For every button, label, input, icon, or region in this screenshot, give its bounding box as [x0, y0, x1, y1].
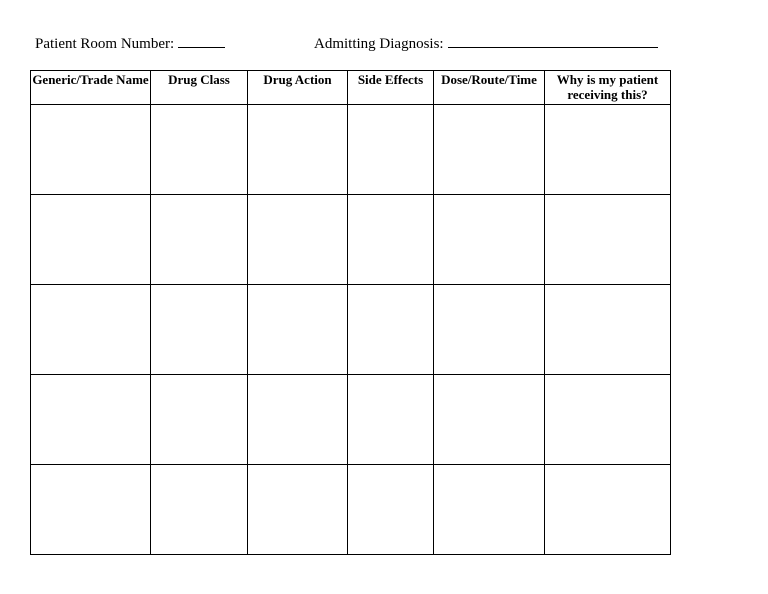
table-cell[interactable] — [151, 375, 248, 465]
table-cell[interactable] — [248, 195, 348, 285]
admitting-diagnosis-label: Admitting Diagnosis: — [314, 36, 444, 52]
table-cell[interactable] — [31, 465, 151, 555]
table-cell[interactable] — [31, 375, 151, 465]
table-cell[interactable] — [151, 195, 248, 285]
table-cell[interactable] — [434, 105, 545, 195]
table-cell[interactable] — [545, 465, 671, 555]
table-cell[interactable] — [348, 465, 434, 555]
table-row — [31, 105, 671, 195]
table-cell[interactable] — [434, 195, 545, 285]
table-cell[interactable] — [348, 285, 434, 375]
table-header-row — [31, 71, 671, 105]
header-why-receiving: Why is my patient receiving this? — [545, 71, 671, 105]
table-cell[interactable] — [545, 105, 671, 195]
medication-table — [30, 70, 671, 555]
table-row — [31, 375, 671, 465]
table-cell[interactable] — [31, 195, 151, 285]
table-row — [31, 195, 671, 285]
table-body — [31, 105, 671, 555]
table-cell[interactable] — [31, 105, 151, 195]
header-side-effects: Side Effects — [348, 71, 434, 105]
table-row — [31, 465, 671, 555]
table-cell[interactable] — [434, 285, 545, 375]
table-cell[interactable] — [545, 375, 671, 465]
table-cell[interactable] — [248, 465, 348, 555]
table-cell[interactable] — [248, 285, 348, 375]
table-row — [31, 285, 671, 375]
room-number-blank[interactable] — [178, 34, 225, 48]
header-drug-action: Drug Action — [248, 71, 348, 105]
table-cell[interactable] — [434, 375, 545, 465]
table-cell[interactable] — [434, 465, 545, 555]
table-cell[interactable] — [348, 195, 434, 285]
header-drug-class: Drug Class — [151, 71, 248, 105]
table-cell[interactable] — [151, 105, 248, 195]
table-cell[interactable] — [151, 465, 248, 555]
room-number-field — [35, 34, 225, 53]
table-cell[interactable] — [31, 285, 151, 375]
table-cell[interactable] — [545, 285, 671, 375]
table-cell[interactable] — [545, 195, 671, 285]
table-cell[interactable] — [248, 375, 348, 465]
admitting-diagnosis-blank[interactable] — [448, 34, 658, 48]
table-cell[interactable] — [151, 285, 248, 375]
admitting-diagnosis-field — [314, 34, 658, 53]
header-generic-trade-name: Generic/Trade Name — [31, 71, 151, 105]
room-number-label: Patient Room Number: — [35, 36, 175, 52]
table-cell[interactable] — [248, 105, 348, 195]
header-dose-route-time: Dose/Route/Time — [434, 71, 545, 105]
table-cell[interactable] — [348, 105, 434, 195]
table-cell[interactable] — [348, 375, 434, 465]
